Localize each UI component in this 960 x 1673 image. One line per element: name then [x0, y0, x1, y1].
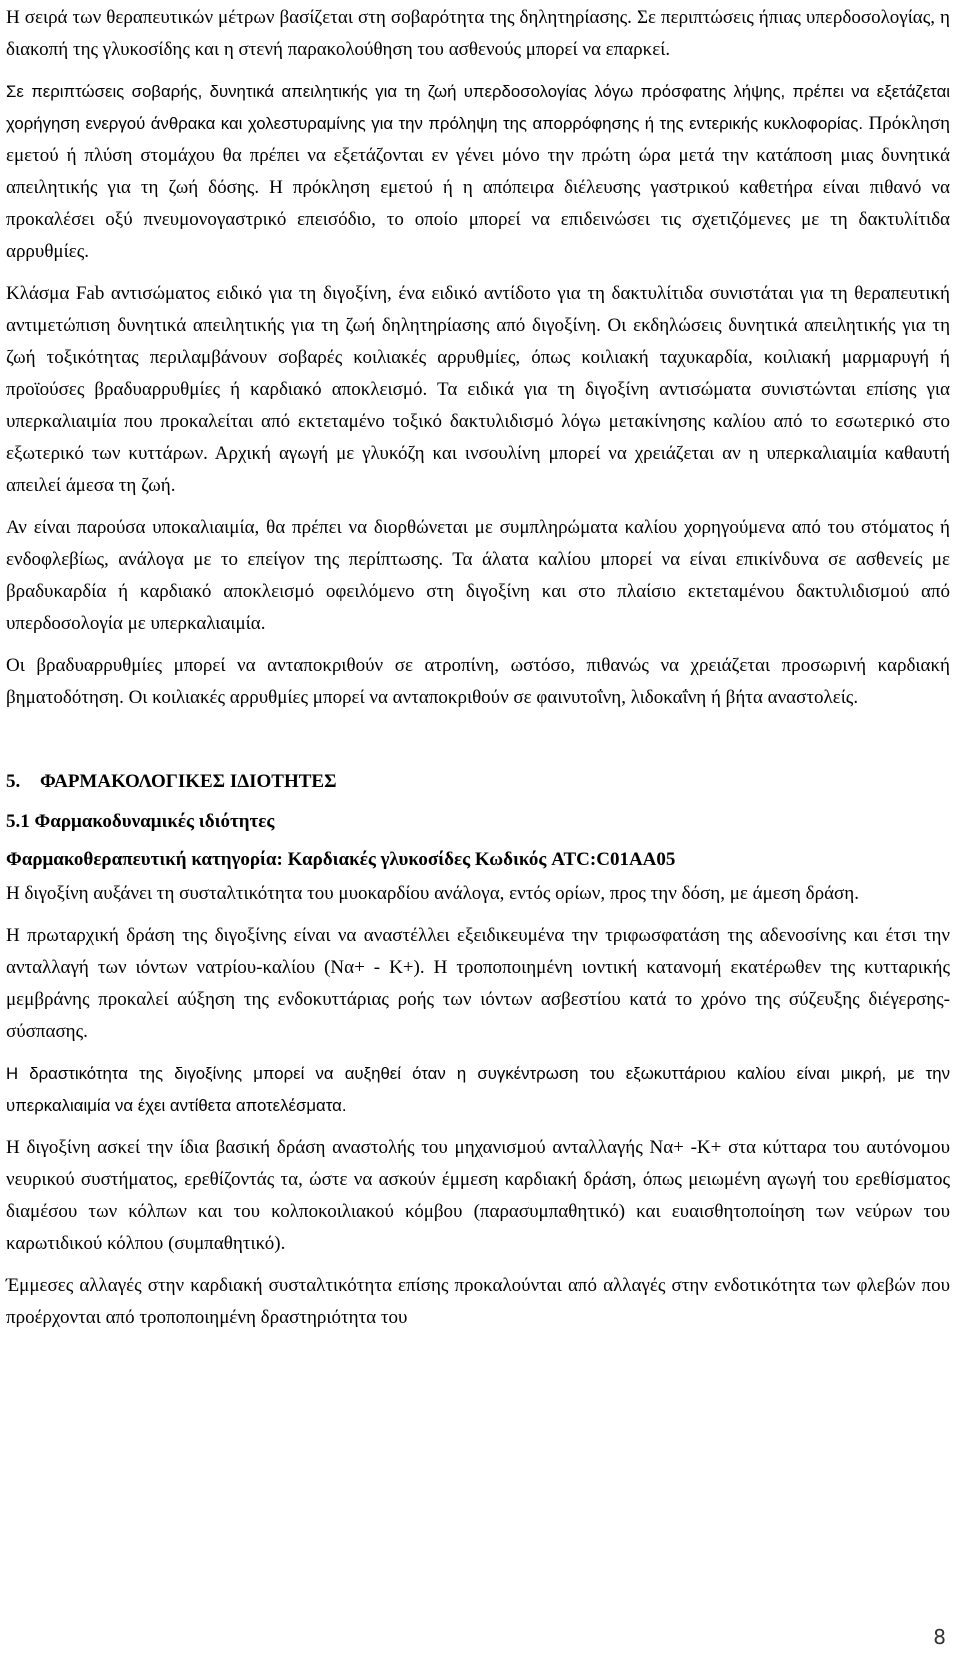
paragraph-hypokalemia: Αν είναι παρούσα υποκαλιαιμία, θα πρέπει να διορθώνεται με συμπληρώματα καλίου χορηγούμενα από του στόματος ή ενδοφλεβίως, ανάλογα με το επείγον της περίπτωσης. Τα άλατα καλίου μπορεί να είναι επικίνδυνα σε ασθενείς με βραδυκαρδία ή καρδιακό αποκλεισμό οφειλόμενο στη διγοξίνη και στο πλαίσιο εκτεταμένου δακτυλιδισμού από υπερδοσολογία με υπερκαλιαιμία.: [6, 517, 950, 634]
pharmacotherapeutic-category: Φαρμακοθεραπευτική κατηγορία: Καρδιακές γλυκοσίδες Κωδικός ATC:C01AA05: [6, 849, 676, 870]
paragraph-indirect-changes: Έμμεσες αλλαγές στην καρδιακή συσταλτικότητα επίσης προκαλούνται από αλλαγές στην ενδοτικότητα των φλεβών που προέρχονται από τροποποιημένη δραστηριότητα του: [6, 1275, 950, 1328]
section-heading: [6, 762, 950, 802]
paragraph-autonomic-action: Η διγοξίνη ασκεί την ίδια βασική δράση αναστολής του μηχανισμού ανταλλαγής Να+ -K+ στα κύτταρα του αυτόνομου νευρικού συστήματος, ερεθίζοντάς τα, ώστε να ασκούν έμμεση καρδιακή δράση, όπως μειωμένη αγωγή του ερεθίσματος διαμέσου των κόλπων και του κολποκοιλιακού κόμβου (παρασυμπαθητικό) και ευαισθητοποίηση των νεύρων του καρωτιδικού κόλπου (συμπαθητικό).: [6, 1137, 950, 1254]
subsection-heading: 5.1 Φαρμακοδυναμικές ιδιότητες: [6, 811, 275, 832]
paragraph-severe-overdose-part-b: Πρόκληση εμετού ή πλύση στομάχου θα πρέπει να εξετάζονται εν γένει μόνο την πρώτη ώρα μετά την κατάποση μιας δυνητικά απειλητικής για τη ζωή δόσης. Η πρόκληση εμετού ή η απόπειρα διέλευσης γαστρικού καθετήρα είναι πιθανό να προκαλέσει οξύ πνευμονογαστρικό επεισόδιο, το οποίο μπορεί να επιδεινώσει τις σχετιζόμενες με τη δακτυλίτιδα αρρυθμίες.: [6, 113, 951, 262]
paragraph-severe-overdose-part-a: Σε περιπτώσεις σοβαρής, δυνητικά απειλητικής για τη ζωή υπερδοσολογίας λόγω πρόσφατης λήψης, πρέπει να εξετάζεται χορήγηση ενεργού άνθρακα και χολεστυραμίνης για την πρόληψη της απορρόφησης ή της εντερικής κυκλοφορίας.: [6, 82, 950, 133]
document-page: [6, 2, 950, 1344]
paragraph-mild-overdose: Η σειρά των θεραπευτικών μέτρων βασίζεται στη σοβαρότητα της δηλητηρίασης. Σε περιπτώσεις ήπιας υπερδοσολογίας, η διακοπή της γλυκοσίδης και η στενή παρακολούθηση του ασθενούς μπορεί να επαρκεί.: [6, 7, 950, 60]
paragraph-primary-action: Η πρωταρχική δράση της διγοξίνης είναι να αναστέλλει εξειδικευμένα την τριφωσφατάση της αδενοσίνης και έτσι την ανταλλαγή των ιόντων νατρίου-καλίου (Να+ - K+). Η τροποποιημένη ιοντική κατανομή εκατέρωθεν της κυτταρικής μεμβράνης προκαλεί αύξηση της ενδοκυττάριας ροής των ιόντων ασβεστίου κατά το χρόνο της σύζευξης διέγερσης-σύσπασης.: [6, 925, 950, 1042]
paragraph-severe-overdose: [6, 76, 950, 268]
section-title: ΦΑΡΜΑΚΟΛΟΓΙΚΕΣ ΙΔΙΟΤΗΤΕΣ: [40, 771, 337, 792]
section-number: 5.: [6, 771, 21, 792]
paragraph-bradyarrhythmias: Οι βραδυαρρυθμίες μπορεί να ανταποκριθούν σε ατροπίνη, ωστόσο, πιθανώς να χρειάζεται προσωρινή καρδιακή βηματοδότηση. Οι κοιλιακές αρρυθμίες μπορεί να ανταποκριθούν σε φαινυτοΐνη, λιδοκαΐνη ή βήτα αναστολείς.: [6, 655, 950, 708]
page-number: 8: [933, 1625, 946, 1649]
paragraph-contractility: Η διγοξίνη αυξάνει τη συσταλτικότητα του μυοκαρδίου ανάλογα, εντός ορίων, προς την δόση, με άμεση δράση.: [6, 883, 859, 904]
paragraph-potassium-effect: Η δραστικότητα της διγοξίνης μπορεί να αυξηθεί όταν η συγκέντρωση του εξωκυττάριου καλίου είναι μικρή, με την υπερκαλιαιμία να έχει αντίθετα αποτελέσματα.: [6, 1064, 950, 1115]
section-spacer: [6, 724, 950, 762]
paragraph-fab-antibody: Κλάσμα Fab αντισώματος ειδικό για τη διγοξίνη, ένα ειδικό αντίδοτο για τη δακτυλίτιδα συνιστάται για τη θεραπευτική αντιμετώπιση δυνητικά απειλητικής για τη ζωή δηλητηρίασης από διγοξίνη. Οι εκδηλώσεις δυνητικά απειλητικής για τη ζωή τοξικότητας περιλαμβάνουν σοβαρές κοιλιακές αρρυθμίες, όπως κοιλιακή ταχυκαρδία, κοιλιακή μαρμαρυγή ή προϊούσες βραδυαρρυθμίες ή καρδιακό αποκλεισμό. Τα ειδικά για τη διγοξίνη αντισώματα συνιστώνται επίσης για υπερκαλιαιμία που προκαλείται από εκτεταμένο τοξικό δακτυλιδισμό λόγω μετακίνησης καλίου από το εσωτερικό στο εξωτερικό των κυττάρων. Αρχική αγωγή με γλυκόζη και ινσουλίνη μπορεί να χρειάζεται αν η υπερκαλιαιμία καθαυτή απειλεί άμεσα τη ζωή.: [6, 283, 950, 496]
